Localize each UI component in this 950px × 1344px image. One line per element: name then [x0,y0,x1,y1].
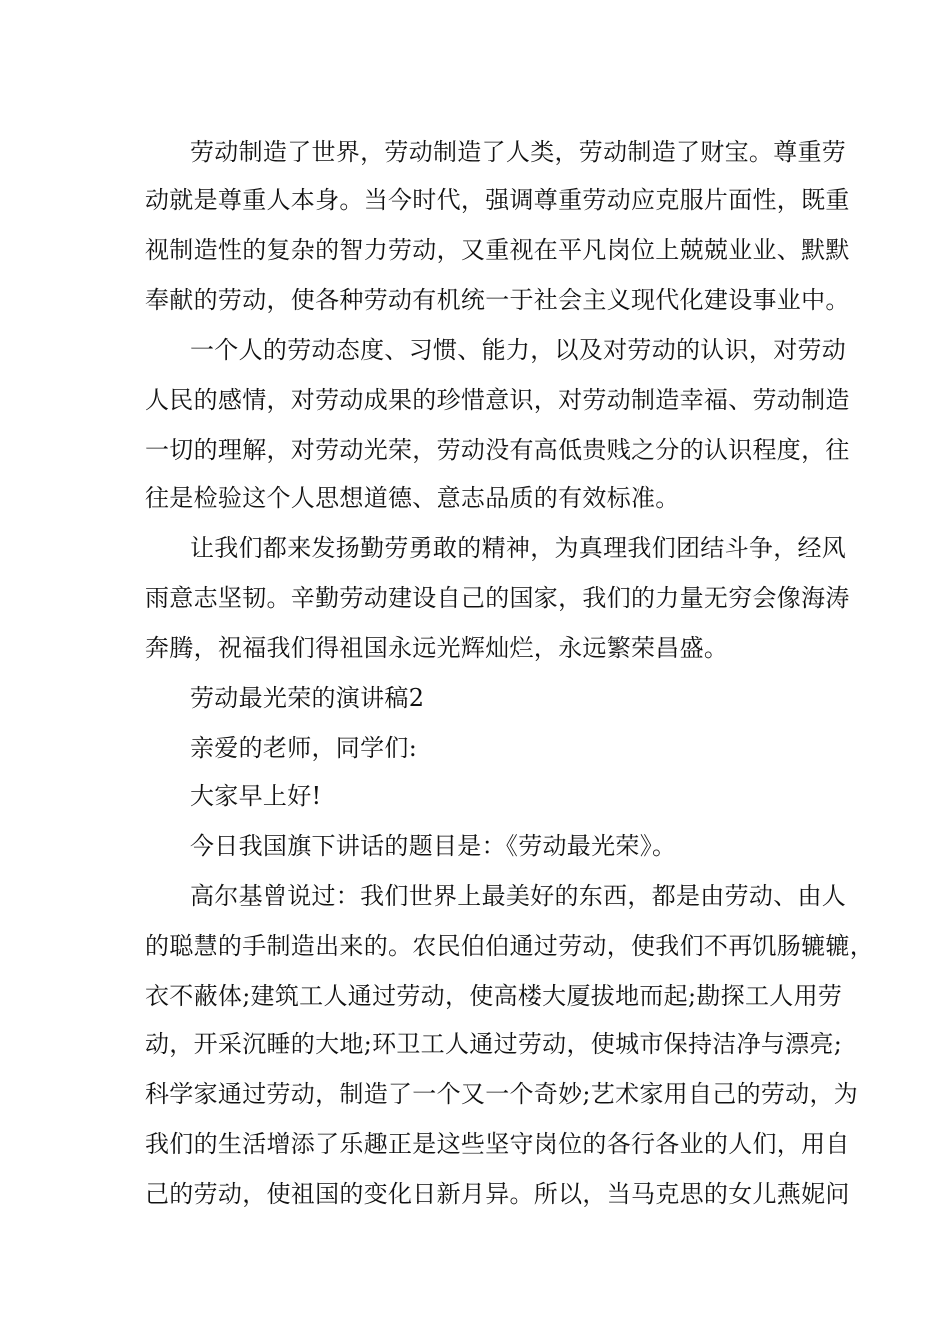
topic-line: 今日我国旗下讲话的题目是：《劳动最光荣》。 [190,832,677,860]
paragraph-1-line-2: 动就是尊重人本身。当今时代，强调尊重劳动应克服片面性，既重 [145,186,850,214]
paragraph-4-line-4: 动，开采沉睡的大地;环卫工人通过劳动，使城市保持洁净与漂亮; [145,1030,843,1058]
paragraph-2-line-3: 一切的理解，对劳动光荣，劳动没有高低贵贱之分的认识程度，往 [145,436,850,464]
paragraph-4-line-7: 己的劳动，使祖国的变化日新月异。所以，当马克思的女儿燕妮问 [145,1180,850,1208]
paragraph-4-line-1: 高尔基曾说过：我们世界上最美好的东西，都是由劳动、由人 [190,882,847,910]
paragraph-2-line-1: 一个人的劳动态度、习惯、能力，以及对劳动的认识，对劳动 [190,336,847,364]
speech-title: 劳动最光荣的演讲稿2 [190,684,425,712]
paragraph-3-line-3: 奔腾，祝福我们得祖国永远光辉灿烂，永远繁荣昌盛。 [145,634,729,662]
paragraph-4-line-5: 科学家通过劳动，制造了一个又一个奇妙;艺术家用自己的劳动，为 [145,1080,859,1108]
paragraph-1-line-4: 奉献的劳动，使各种劳动有机统一于社会主义现代化建设事业中。 [145,286,850,314]
paragraph-1-line-1: 劳动制造了世界，劳动制造了人类，劳动制造了财宝。尊重劳 [190,138,847,166]
paragraph-1-line-3: 视制造性的复杂的智力劳动，又重视在平凡岗位上兢兢业业、默默 [145,236,850,264]
paragraph-3-line-1: 让我们都来发扬勤劳勇敢的精神，为真理我们团结斗争，经风 [190,534,847,562]
greeting: 大家早上好! [190,782,322,810]
paragraph-4-line-2: 的聪慧的手制造出来的。农民伯伯通过劳动，使我们不再饥肠辘辘， [145,932,874,960]
paragraph-4-line-3: 衣不蔽体;建筑工人通过劳动，使高楼大厦拔地而起;勘探工人用劳 [145,982,843,1010]
paragraph-2-line-2: 人民的感情，对劳动成果的珍惜意识，对劳动制造幸福、劳动制造 [145,386,850,414]
paragraph-2-line-4: 往是检验这个人思想道德、意志品质的有效标准。 [145,484,680,512]
paragraph-4-line-6: 我们的生活增添了乐趣正是这些坚守岗位的各行各业的人们，用自 [145,1130,850,1158]
salutation: 亲爱的老师，同学们: [190,734,418,762]
paragraph-3-line-2: 雨意志坚韧。辛勤劳动建设自己的国家，我们的力量无穷会像海涛 [145,584,850,612]
